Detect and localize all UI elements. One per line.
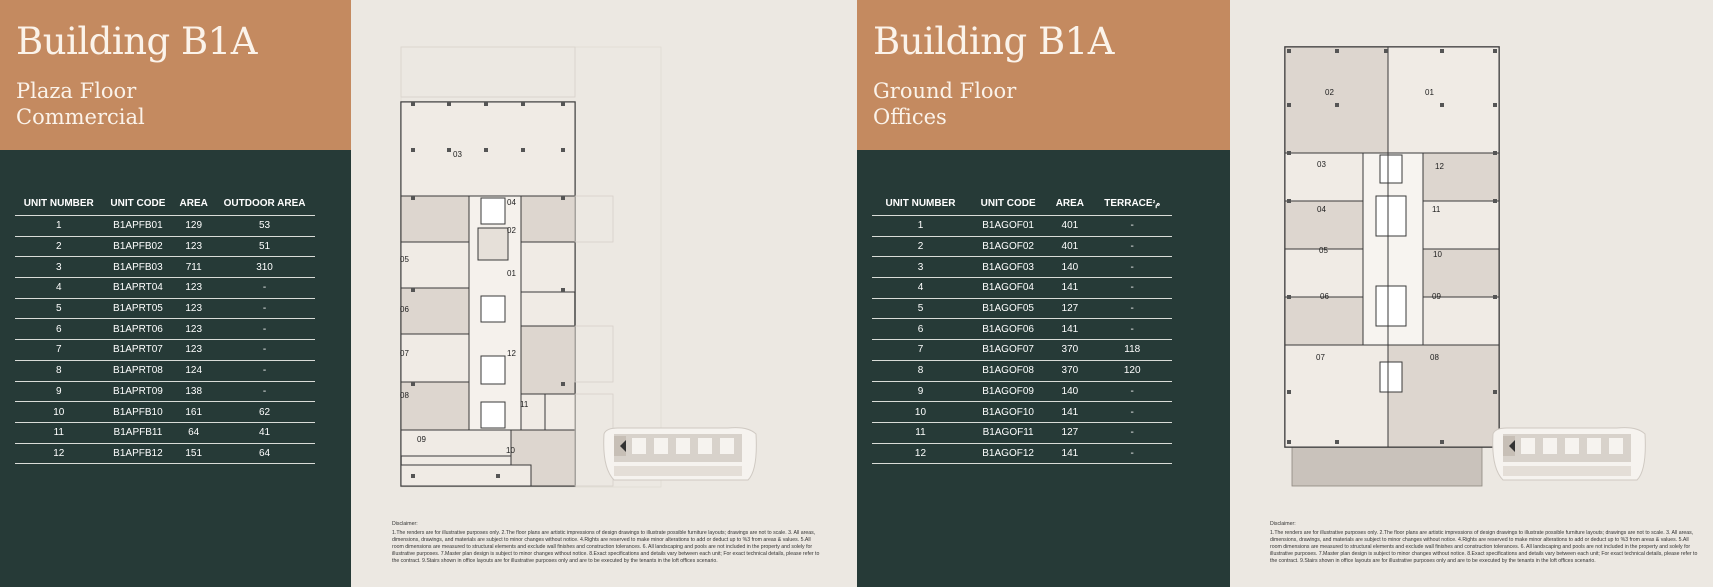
- unit-number-label: 09: [1432, 292, 1441, 301]
- floor-plan-area: [1230, 0, 1713, 587]
- table-cell: 124: [173, 360, 214, 381]
- table-cell: 711: [173, 257, 214, 278]
- table-row: [15, 340, 315, 361]
- table-cell: 62: [214, 402, 315, 423]
- unit-number-label: 03: [1317, 160, 1326, 169]
- table-cell: B1APRT07: [103, 340, 174, 361]
- table-row: [872, 257, 1172, 278]
- column-header: UNIT NUMBER: [885, 198, 956, 209]
- table-row: [872, 278, 1172, 299]
- table-cell: 12: [872, 443, 969, 464]
- table-cell: B1APFB03: [103, 257, 174, 278]
- key-plan-drawing: [1487, 420, 1655, 490]
- table-row: [15, 216, 315, 237]
- table-cell: 401: [1047, 216, 1092, 237]
- table-row: [872, 216, 1172, 237]
- table-row: [15, 257, 315, 278]
- table-cell: 151: [173, 443, 214, 464]
- table-cell: 123: [173, 278, 214, 299]
- table-cell: B1APFB10: [103, 402, 174, 423]
- page-title: Building B1A: [16, 20, 257, 63]
- table-cell: 2: [15, 236, 103, 257]
- table-cell: 140: [1047, 381, 1092, 402]
- table-cell: 123: [173, 298, 214, 319]
- key-plan-drawing: [598, 420, 766, 490]
- disclaimer: [1270, 521, 1700, 565]
- unit-number-label: 05: [400, 255, 409, 264]
- table-cell: 5: [872, 298, 969, 319]
- table-cell: -: [214, 298, 315, 319]
- table-cell: 141: [1047, 319, 1092, 340]
- table-row: [15, 402, 315, 423]
- table-cell: 1: [15, 216, 103, 237]
- table-cell: 118: [1092, 340, 1172, 361]
- column-header: UNIT CODE: [110, 198, 166, 209]
- table-row: [15, 319, 315, 340]
- column-header: OUTDOOR AREA: [223, 198, 306, 209]
- table-cell: 64: [173, 422, 214, 443]
- column-header: UNIT NUMBER: [23, 198, 94, 209]
- unit-number-label: 06: [1320, 292, 1329, 301]
- unit-number-label: 02: [1325, 88, 1334, 97]
- table-cell: 10: [15, 402, 103, 423]
- table-row: [872, 443, 1172, 464]
- table-cell: 6: [15, 319, 103, 340]
- table-cell: -: [214, 278, 315, 299]
- table-cell: B1APRT05: [103, 298, 174, 319]
- table-cell: -: [1092, 402, 1172, 423]
- table-cell: 310: [214, 257, 315, 278]
- table-cell: 370: [1047, 340, 1092, 361]
- table-row: [15, 381, 315, 402]
- column-header: AREA: [1055, 198, 1085, 209]
- table-cell: B1AGOF06: [969, 319, 1047, 340]
- disclaimer: [392, 521, 822, 565]
- table-cell: 161: [173, 402, 214, 423]
- table-cell: 8: [15, 360, 103, 381]
- table-row: [872, 360, 1172, 381]
- table-row: [15, 278, 315, 299]
- table-body: [15, 216, 315, 464]
- table-cell: -: [214, 319, 315, 340]
- table-cell: 9: [15, 381, 103, 402]
- table-row: [872, 402, 1172, 423]
- table-cell: -: [1092, 319, 1172, 340]
- table-row: [872, 319, 1172, 340]
- table-cell: -: [1092, 381, 1172, 402]
- table-cell: B1AGOF04: [969, 278, 1047, 299]
- table-cell: 7: [872, 340, 969, 361]
- table-row: [872, 381, 1172, 402]
- table-cell: B1AGOF11: [969, 422, 1047, 443]
- table-cell: B1APFB02: [103, 236, 174, 257]
- table-cell: 9: [872, 381, 969, 402]
- table-cell: B1AGOF08: [969, 360, 1047, 381]
- info-sidebar: [857, 0, 1230, 587]
- unit-number-label: 05: [1319, 246, 1328, 255]
- table-cell: -: [214, 340, 315, 361]
- unit-number-label: 04: [507, 198, 516, 207]
- table-cell: -: [1092, 257, 1172, 278]
- subtitle-line-1: Plaza Floor: [16, 79, 137, 103]
- table-cell: B1AGOF03: [969, 257, 1047, 278]
- table-cell: 370: [1047, 360, 1092, 381]
- column-header: AREA: [179, 198, 208, 209]
- table-cell: B1APFB01: [103, 216, 174, 237]
- table-cell: -: [1092, 236, 1172, 257]
- unit-number-label: 02: [507, 226, 516, 235]
- subtitle-line-1: Ground Floor: [873, 79, 1017, 103]
- table-cell: 120: [1092, 360, 1172, 381]
- table-cell: -: [214, 360, 315, 381]
- page-subtitle: [16, 78, 145, 130]
- table-cell: 51: [214, 236, 315, 257]
- unit-number-label: 12: [507, 349, 516, 358]
- table-cell: 123: [173, 340, 214, 361]
- unit-number-label: 08: [400, 391, 409, 400]
- column-header: [1092, 198, 1172, 216]
- table-cell: 6: [872, 319, 969, 340]
- unit-number-label: 08: [1430, 353, 1439, 362]
- table-header-row: [872, 198, 1172, 216]
- table-cell: 64: [214, 443, 315, 464]
- disclaimer-text: 1.The renders are for illustrative purposes only. 2.The floor plans are artistic impressions of design drawings to illustrate possible furniture layouts; drawings are not to scale. 3. All areas, dimensions, drawings, and materials are subject to minor changes without notice. 4.Rights are reserved to make minor alterations to add or deduct up to %3 from areas & values. 5.All room dimensions are measured to structural elements and exclude wall finishes and construction tolerances. 6. All landscaping and pools are not included in the property and solely for illustrative purposes. 7.Master plan design is subject to minor changes without notice. 8.Exact specifications and details vary between each unit; For exact technical details, please refer to the contract. 9.Stairs shown in office layouts are for illustrative purposes only and are to be executed by the tenants in the loft offices scenario.: [1270, 530, 1698, 564]
- table-header-row: [15, 198, 315, 216]
- table-cell: 141: [1047, 443, 1092, 464]
- unit-number-label: 07: [1316, 353, 1325, 362]
- table-cell: 41: [214, 422, 315, 443]
- unit-number-label: 07: [400, 349, 409, 358]
- table-cell: 11: [15, 422, 103, 443]
- table-cell: -: [1092, 278, 1172, 299]
- page-title: Building B1A: [873, 20, 1114, 63]
- table-cell: B1AGOF10: [969, 402, 1047, 423]
- unit-number-label: 09: [417, 435, 426, 444]
- table-cell: 127: [1047, 422, 1092, 443]
- unit-number-label: 11: [520, 400, 529, 409]
- table-cell: B1AGOF05: [969, 298, 1047, 319]
- table-row: [15, 298, 315, 319]
- table-cell: 123: [173, 319, 214, 340]
- table-row: [15, 422, 315, 443]
- unit-number-label: 12: [1435, 162, 1444, 171]
- page-header: [0, 0, 351, 150]
- table-cell: 3: [15, 257, 103, 278]
- table-row: [15, 360, 315, 381]
- table-cell: B1AGOF12: [969, 443, 1047, 464]
- table-cell: 3: [872, 257, 969, 278]
- table-cell: 2: [872, 236, 969, 257]
- table-cell: 138: [173, 381, 214, 402]
- table-row: [872, 298, 1172, 319]
- floor-plan-drawing: [1230, 0, 1713, 587]
- table-cell: B1AGOF02: [969, 236, 1047, 257]
- table-cell: 5: [15, 298, 103, 319]
- table-body: [872, 216, 1172, 464]
- table-cell: 141: [1047, 278, 1092, 299]
- disclaimer-text: 1.The renders are for illustrative purposes only. 2.The floor plans are artistic impressions of design drawings to illustrate possible furniture layouts; drawings are not to scale. 3. All areas, dimensions, drawings, and materials are subject to minor changes without notice. 4.Rights are reserved to make minor alterations to add or deduct up to %3 from areas & values. 5.All room dimensions are measured to structural elements and exclude wall finishes and construction tolerances. 6. All landscaping and pools are not included in the property and solely for illustrative purposes. 7.Master plan design is subject to minor changes without notice. 8.Exact specifications and details vary between each unit; For exact technical details, please refer to the contract. 9.Stairs shown in office layouts are for illustrative purposes only and are to be executed by the tenants in the loft offices scenario.: [392, 530, 820, 564]
- table-cell: 10: [872, 402, 969, 423]
- page-header: [857, 0, 1230, 150]
- unit-number-label: 03: [453, 150, 462, 159]
- subtitle-line-2: Commercial: [16, 105, 145, 129]
- table-cell: 12: [15, 443, 103, 464]
- table-cell: 141: [1047, 402, 1092, 423]
- table-cell: -: [214, 381, 315, 402]
- table-cell: B1AGOF09: [969, 381, 1047, 402]
- column-header: UNIT CODE: [980, 198, 1036, 209]
- table-cell: -: [1092, 216, 1172, 237]
- table-cell: B1AGOF01: [969, 216, 1047, 237]
- table-cell: 129: [173, 216, 214, 237]
- subtitle-line-2: Offices: [873, 105, 947, 129]
- table-cell: -: [1092, 298, 1172, 319]
- unit-number-label: 01: [507, 269, 516, 278]
- table-cell: 8: [872, 360, 969, 381]
- unit-number-label: 01: [1425, 88, 1434, 97]
- table-cell: -: [1092, 422, 1172, 443]
- table-cell: B1APRT04: [103, 278, 174, 299]
- table-cell: B1APFB11: [103, 422, 174, 443]
- table-row: [15, 236, 315, 257]
- unit-number-label: 10: [506, 446, 515, 455]
- page-subtitle: [873, 78, 1016, 130]
- table-cell: 53: [214, 216, 315, 237]
- table-cell: B1AGOF07: [969, 340, 1047, 361]
- terrace-unit-suffix: م²: [1152, 199, 1161, 208]
- unit-table: [15, 198, 315, 464]
- table-cell: 1: [872, 216, 969, 237]
- table-cell: 123: [173, 236, 214, 257]
- table-cell: 140: [1047, 257, 1092, 278]
- table-cell: B1APRT08: [103, 360, 174, 381]
- unit-number-label: 04: [1317, 205, 1326, 214]
- table-row: [872, 422, 1172, 443]
- table-cell: 401: [1047, 236, 1092, 257]
- table-cell: 4: [15, 278, 103, 299]
- floor-plan-area: [351, 0, 857, 587]
- table-cell: 7: [15, 340, 103, 361]
- disclaimer-title: Disclaimer:: [392, 521, 418, 527]
- terrace-header-text: TERRACE: [1104, 198, 1153, 209]
- table-row: [872, 236, 1172, 257]
- table-row: [872, 340, 1172, 361]
- table-cell: B1APFB12: [103, 443, 174, 464]
- disclaimer-title: Disclaimer:: [1270, 521, 1296, 527]
- unit-number-label: 11: [1432, 205, 1441, 214]
- table-row: [15, 443, 315, 464]
- table-cell: 127: [1047, 298, 1092, 319]
- table-cell: -: [1092, 443, 1172, 464]
- table-cell: 11: [872, 422, 969, 443]
- table-cell: B1APRT06: [103, 319, 174, 340]
- table-cell: B1APRT09: [103, 381, 174, 402]
- floor-plan-drawing: [351, 0, 857, 587]
- info-sidebar: [0, 0, 351, 587]
- brochure-page-ground-floor: [857, 0, 1713, 587]
- table-cell: 4: [872, 278, 969, 299]
- unit-table: [872, 198, 1172, 464]
- unit-number-label: 10: [1433, 250, 1442, 259]
- unit-number-label: 06: [400, 305, 409, 314]
